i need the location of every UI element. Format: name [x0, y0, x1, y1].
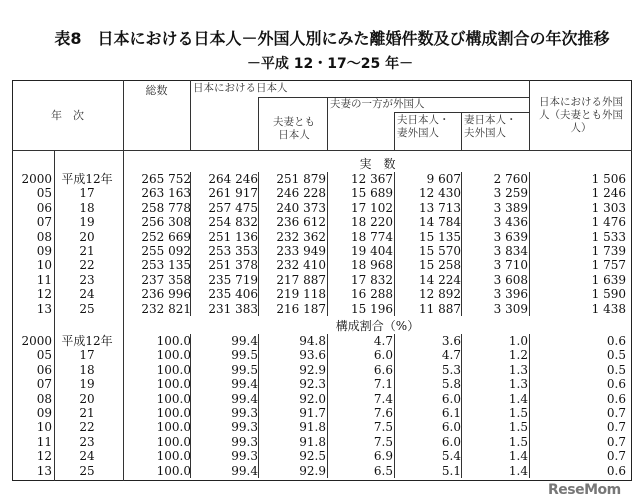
cell-total: 100.0 [156, 463, 191, 478]
table-row [12, 420, 632, 434]
table-row [12, 186, 632, 200]
cell-japanese-in-japan: 254 832 [208, 215, 258, 230]
cell-both-japanese: 219 118 [276, 287, 326, 302]
column-line [394, 172, 395, 316]
cell-year: 10 [36, 258, 52, 273]
cell-husband-japanese: 12 430 [419, 186, 461, 201]
header-total: 総数 [145, 84, 168, 97]
cell-year: 07 [36, 377, 52, 392]
cell-husband-japanese: 5.8 [441, 377, 461, 392]
cell-husband-japanese: 5.3 [441, 362, 461, 377]
cell-wife-japanese: 1.3 [508, 377, 528, 392]
cell-japanese-in-japan: 99.5 [231, 348, 258, 363]
cell-foreigners: 0.7 [606, 449, 626, 464]
cell-both-japanese: 92.9 [299, 362, 326, 377]
table-row [12, 244, 632, 258]
cell-husband-japanese: 6.0 [441, 434, 461, 449]
cell-heisei-year: 19 [79, 377, 95, 392]
cell-wife-japanese: 3 389 [493, 200, 528, 215]
resemom-watermark: ReseMom [548, 482, 621, 498]
cell-both-japanese: 232 362 [276, 229, 326, 244]
cell-one-foreign: 12 367 [351, 172, 393, 186]
section-label: 実 数 [359, 157, 396, 171]
cell-one-foreign: 6.6 [373, 362, 393, 377]
cell-heisei-year: 平成12年 [61, 334, 113, 348]
cell-husband-japanese: 3.6 [441, 334, 461, 348]
cell-japanese-in-japan: 99.3 [231, 420, 258, 435]
cell-wife-japanese: 3 834 [493, 244, 528, 258]
cell-total: 100.0 [156, 348, 191, 363]
header-divider [12, 150, 632, 151]
cell-total: 100.0 [156, 391, 191, 406]
column-line [529, 80, 530, 150]
cell-husband-japanese: 15 135 [419, 229, 461, 244]
column-line [190, 80, 191, 150]
table-row [12, 302, 632, 316]
cell-heisei-year: 25 [79, 463, 95, 478]
cell-japanese-in-japan: 261 917 [208, 186, 258, 201]
cell-one-foreign: 6.9 [373, 449, 393, 464]
header-japanese-in-japan: 日本における日本人 [193, 82, 288, 94]
cell-year: 09 [36, 406, 52, 420]
column-line [258, 172, 259, 316]
cell-foreigners: 1 739 [591, 244, 626, 258]
cell-husband-japanese: 6.0 [441, 420, 461, 435]
cell-foreigners: 0.6 [606, 334, 626, 348]
cell-year: 11 [36, 272, 52, 287]
cell-foreigners: 1 476 [591, 215, 626, 230]
cell-both-japanese: 232 410 [276, 258, 326, 273]
cell-year: 08 [36, 391, 52, 406]
section-label: 構成割合（%） [335, 319, 420, 333]
column-line [529, 334, 530, 478]
table-row [12, 201, 632, 215]
cell-husband-japanese: 6.0 [441, 391, 461, 406]
cell-total: 100.0 [156, 434, 191, 449]
table-row [12, 464, 632, 478]
cell-japanese-in-japan: 253 353 [208, 244, 258, 258]
cell-both-japanese: 92.3 [299, 377, 326, 392]
cell-both-japanese: 217 887 [276, 272, 326, 287]
cell-heisei-year: 25 [79, 301, 95, 316]
cell-year: 10 [36, 420, 52, 435]
cell-one-foreign: 18 220 [351, 215, 393, 230]
cell-foreigners: 0.7 [606, 434, 626, 449]
cell-total: 237 358 [141, 272, 191, 287]
cell-foreigners: 0.6 [606, 377, 626, 392]
cell-husband-japanese: 5.1 [441, 463, 461, 478]
cell-wife-japanese: 3 309 [493, 301, 528, 316]
table-row [12, 348, 632, 362]
cell-husband-japanese: 13 713 [419, 200, 461, 215]
cell-both-japanese: 92.0 [299, 391, 326, 406]
header-both-japanese: 夫妻とも日本人 [273, 116, 315, 141]
cell-wife-japanese: 2 760 [493, 172, 528, 186]
cell-wife-japanese: 1.5 [508, 420, 528, 435]
cell-total: 100.0 [156, 334, 191, 348]
cell-year: 13 [36, 463, 52, 478]
column-line [190, 334, 191, 478]
header-wife-japanese: 妻日本人・夫外国人 [464, 114, 517, 139]
cell-one-foreign: 18 774 [351, 229, 393, 244]
cell-one-foreign: 7.5 [373, 420, 393, 435]
cell-husband-japanese: 15 258 [419, 258, 461, 273]
header-husband-japanese: 夫日本人・妻外国人 [397, 114, 450, 139]
header-foreigners: 日本における外国人（夫妻とも外国人） [539, 96, 623, 134]
cell-foreigners: 0.6 [606, 463, 626, 478]
cell-japanese-in-japan: 251 378 [208, 258, 258, 273]
cell-heisei-year: 24 [79, 287, 95, 302]
cell-foreigners: 0.7 [606, 420, 626, 435]
cell-foreigners: 1 246 [591, 186, 626, 201]
cell-foreigners: 1 533 [591, 229, 626, 244]
cell-heisei-year: 19 [79, 215, 95, 230]
column-line [394, 334, 395, 478]
cell-both-japanese: 233 949 [276, 244, 326, 258]
table-row [12, 363, 632, 377]
cell-year: 12 [36, 449, 52, 464]
cell-both-japanese: 240 373 [276, 200, 326, 215]
cell-japanese-in-japan: 235 406 [208, 287, 258, 302]
table-row [12, 172, 632, 186]
cell-japanese-in-japan: 99.3 [231, 406, 258, 420]
cell-wife-japanese: 1.4 [508, 463, 528, 478]
cell-year: 09 [36, 244, 52, 258]
cell-one-foreign: 17 832 [351, 272, 393, 287]
table-row [12, 258, 632, 272]
column-line [461, 112, 462, 150]
cell-wife-japanese: 3 396 [493, 287, 528, 302]
cell-one-foreign: 18 968 [351, 258, 393, 273]
cell-year: 2000 [21, 172, 52, 186]
table-row [12, 334, 632, 348]
cell-total: 263 163 [141, 186, 191, 201]
cell-wife-japanese: 1.5 [508, 434, 528, 449]
cell-heisei-year: 18 [79, 200, 95, 215]
cell-husband-japanese: 14 224 [419, 272, 461, 287]
column-line [394, 112, 395, 150]
cell-one-foreign: 16 288 [351, 287, 393, 302]
cell-heisei-year: 22 [79, 258, 95, 273]
column-line [190, 172, 191, 316]
cell-japanese-in-japan: 99.3 [231, 449, 258, 464]
cell-wife-japanese: 1.4 [508, 449, 528, 464]
cell-one-foreign: 4.7 [373, 334, 393, 348]
table-row [12, 406, 632, 420]
cell-one-foreign: 6.5 [373, 463, 393, 478]
cell-japanese-in-japan: 99.3 [231, 434, 258, 449]
column-line [327, 172, 328, 316]
cell-wife-japanese: 1.2 [508, 348, 528, 363]
cell-japanese-in-japan: 231 383 [208, 301, 258, 316]
cell-foreigners: 1 639 [591, 272, 626, 287]
cell-both-japanese: 92.9 [299, 463, 326, 478]
cell-wife-japanese: 3 436 [493, 215, 528, 230]
cell-year: 08 [36, 229, 52, 244]
cell-year: 06 [36, 362, 52, 377]
table-row [12, 273, 632, 287]
cell-total: 100.0 [156, 449, 191, 464]
cell-total: 258 778 [141, 200, 191, 215]
cell-both-japanese: 251 879 [276, 172, 326, 186]
cell-heisei-year: 23 [79, 272, 95, 287]
cell-year: 13 [36, 301, 52, 316]
cell-one-foreign: 7.1 [373, 377, 393, 392]
cell-year: 12 [36, 287, 52, 302]
cell-husband-japanese: 14 784 [419, 215, 461, 230]
column-line [461, 172, 462, 316]
cell-heisei-year: 21 [79, 406, 95, 420]
cell-year: 11 [36, 434, 52, 449]
cell-both-japanese: 93.6 [299, 348, 326, 363]
cell-both-japanese: 216 187 [276, 301, 326, 316]
cell-japanese-in-japan: 99.4 [231, 377, 258, 392]
column-line [327, 334, 328, 478]
cell-heisei-year: 22 [79, 420, 95, 435]
cell-foreigners: 0.5 [606, 362, 626, 377]
column-line [461, 334, 462, 478]
cell-wife-japanese: 3 710 [493, 258, 528, 273]
cell-japanese-in-japan: 99.4 [231, 334, 258, 348]
header-year: 年 次 [51, 109, 84, 122]
cell-year: 07 [36, 215, 52, 230]
cell-heisei-year: 23 [79, 434, 95, 449]
cell-japanese-in-japan: 235 719 [208, 272, 258, 287]
cell-wife-japanese: 1.3 [508, 362, 528, 377]
cell-heisei-year: 20 [79, 229, 95, 244]
cell-year: 06 [36, 200, 52, 215]
table-row [12, 449, 632, 463]
table-row [12, 392, 632, 406]
cell-year: 2000 [21, 334, 52, 348]
cell-foreigners: 1 303 [591, 200, 626, 215]
cell-total: 253 135 [141, 258, 191, 273]
cell-one-foreign: 7.4 [373, 391, 393, 406]
cell-one-foreign: 17 102 [351, 200, 393, 215]
cell-wife-japanese: 1.0 [508, 334, 528, 348]
cell-heisei-year: 17 [79, 348, 95, 363]
cell-heisei-year: 20 [79, 391, 95, 406]
table-row [12, 377, 632, 391]
cell-total: 256 308 [141, 215, 191, 230]
cell-foreigners: 1 757 [591, 258, 626, 273]
cell-total: 252 669 [141, 229, 191, 244]
table-title: 表8 日本における日本人－外国人別にみた離婚件数及び構成割合の年次推移 [54, 29, 610, 48]
cell-both-japanese: 91.7 [299, 406, 326, 420]
table-row [12, 435, 632, 449]
cell-both-japanese: 94.8 [299, 334, 326, 348]
cell-husband-japanese: 9 607 [426, 172, 461, 186]
cell-foreigners: 0.6 [606, 391, 626, 406]
cell-total: 232 821 [141, 301, 191, 316]
cell-japanese-in-japan: 264 246 [208, 172, 258, 186]
cell-japanese-in-japan: 99.4 [231, 463, 258, 478]
cell-total: 100.0 [156, 420, 191, 435]
cell-heisei-year: 18 [79, 362, 95, 377]
cell-total: 265 752 [141, 172, 191, 186]
cell-husband-japanese: 11 887 [419, 301, 461, 316]
cell-foreigners: 1 438 [591, 301, 626, 316]
cell-wife-japanese: 3 608 [493, 272, 528, 287]
table-row [12, 287, 632, 301]
cell-one-foreign: 6.0 [373, 348, 393, 363]
cell-both-japanese: 91.8 [299, 420, 326, 435]
cell-one-foreign: 15 196 [351, 301, 393, 316]
cell-japanese-in-japan: 251 136 [208, 229, 258, 244]
cell-one-foreign: 7.6 [373, 406, 393, 420]
table-subtitle: －平成 12・17～25 年－ [246, 56, 414, 72]
column-line [529, 172, 530, 316]
cell-japanese-in-japan: 257 475 [208, 200, 258, 215]
cell-total: 255 092 [141, 244, 191, 258]
cell-total: 100.0 [156, 362, 191, 377]
table-row [12, 215, 632, 229]
cell-one-foreign: 19 404 [351, 244, 393, 258]
column-line [327, 97, 328, 150]
cell-heisei-year: 平成12年 [61, 172, 113, 186]
cell-heisei-year: 24 [79, 449, 95, 464]
cell-total: 236 996 [141, 287, 191, 302]
cell-husband-japanese: 15 570 [419, 244, 461, 258]
cell-heisei-year: 21 [79, 244, 95, 258]
cell-husband-japanese: 4.7 [441, 348, 461, 363]
cell-japanese-in-japan: 99.4 [231, 391, 258, 406]
cell-one-foreign: 15 689 [351, 186, 393, 201]
cell-japanese-in-japan: 99.5 [231, 362, 258, 377]
cell-both-japanese: 91.8 [299, 434, 326, 449]
cell-both-japanese: 246 228 [276, 186, 326, 201]
cell-foreigners: 0.5 [606, 348, 626, 363]
table-row [12, 230, 632, 244]
cell-one-foreign: 7.5 [373, 434, 393, 449]
cell-foreigners: 0.7 [606, 406, 626, 420]
cell-husband-japanese: 6.1 [441, 406, 461, 420]
cell-total: 100.0 [156, 406, 191, 420]
column-line [258, 334, 259, 478]
cell-foreigners: 1 590 [591, 287, 626, 302]
cell-total: 100.0 [156, 377, 191, 392]
cell-foreigners: 1 506 [591, 172, 626, 186]
header-one-foreign: 夫妻の一方が外国人 [330, 98, 425, 110]
cell-wife-japanese: 3 639 [493, 229, 528, 244]
cell-wife-japanese: 1.4 [508, 391, 528, 406]
cell-year: 05 [36, 186, 52, 201]
cell-wife-japanese: 3 259 [493, 186, 528, 201]
cell-husband-japanese: 12 892 [419, 287, 461, 302]
cell-husband-japanese: 5.4 [441, 449, 461, 464]
cell-year: 05 [36, 348, 52, 363]
cell-wife-japanese: 1.5 [508, 406, 528, 420]
column-line [258, 97, 259, 150]
cell-both-japanese: 236 612 [276, 215, 326, 230]
cell-heisei-year: 17 [79, 186, 95, 201]
cell-both-japanese: 92.5 [299, 449, 326, 464]
